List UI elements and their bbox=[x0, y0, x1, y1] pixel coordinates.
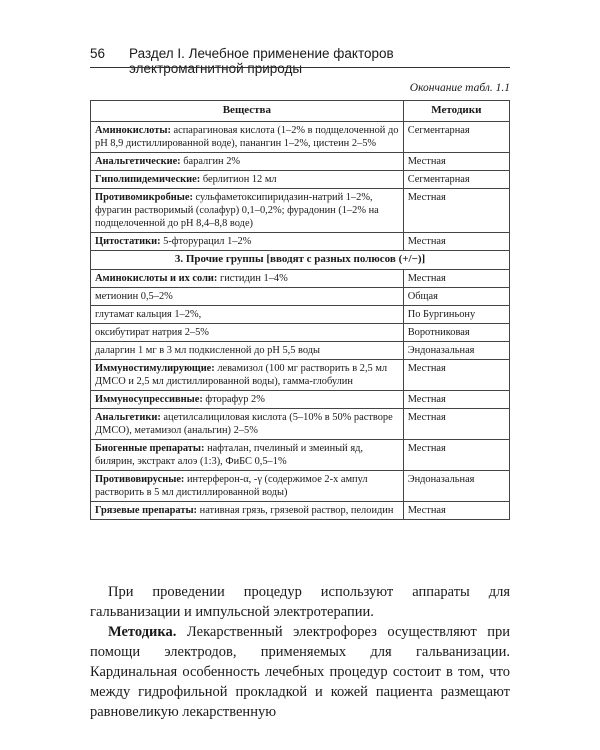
table-row bbox=[91, 341, 510, 359]
substance-text: 5-фторурацил 1–2% bbox=[160, 235, 252, 247]
paragraph-1: При проведении процедур используют аппараты для гальванизации и импульсной электротерапии. bbox=[90, 584, 510, 620]
table-row bbox=[91, 439, 510, 470]
substance-group-label: Иммуностимулирующие: bbox=[95, 362, 215, 374]
method-cell: Местная bbox=[403, 269, 509, 287]
method-cell: Местная bbox=[403, 188, 509, 232]
substance-text: фторафур 2% bbox=[202, 393, 265, 405]
paragraph-2-label: Методика. bbox=[108, 624, 177, 640]
method-cell: Местная bbox=[403, 390, 509, 408]
substances-table bbox=[90, 100, 510, 520]
substance-text: гистидин 1–4% bbox=[217, 272, 288, 284]
substance-cell bbox=[91, 188, 404, 232]
table-row bbox=[91, 188, 510, 232]
substance-text: интерферон-α, -γ (содержимое 2-х ампул растворить в 5 мл дистиллированной воды) bbox=[95, 473, 368, 498]
substance-text: даларгин 1 мг в 3 мл подкисленной до рН 5,5 воды bbox=[95, 344, 321, 356]
substance-text: метионин 0,5–2% bbox=[95, 290, 173, 302]
substance-text: нафталан, пчелиный и змеиный яд, билярин, экстракт алоэ (1:3), ФиБС 0,5–1% bbox=[95, 442, 363, 467]
substance-text: баралгин 2% bbox=[180, 155, 241, 167]
table-row bbox=[91, 323, 510, 341]
substance-text: ацетилсалициловая кислота (5–10% в 50% растворе ДМСО), метамизол (анальгин) 2–5% bbox=[95, 411, 393, 436]
section-row bbox=[91, 250, 510, 269]
method-cell: Общая bbox=[403, 287, 509, 305]
substance-cell bbox=[91, 390, 404, 408]
section-title: 3. Прочие группы [вводят с разных полюсов (+/−)] bbox=[91, 250, 510, 269]
table-row bbox=[91, 305, 510, 323]
substance-group-label: Противомикробные: bbox=[95, 191, 193, 203]
substance-cell bbox=[91, 269, 404, 287]
paragraph-2-text: Лекарственный электрофорез осуществляют при помощи электродов, применяемых для гальванизации. Кардинальная особенность лечебных процедур состоит в том, что между гидрофильной прокладкой и кожей пациента размещают равновеликую лекарственную bbox=[90, 624, 510, 720]
method-cell: По Бургиньону bbox=[403, 305, 509, 323]
table-row bbox=[91, 408, 510, 439]
table-row bbox=[91, 170, 510, 188]
substance-cell bbox=[91, 305, 404, 323]
method-cell: Сегментарная bbox=[403, 121, 509, 152]
header-methods: Методики bbox=[403, 101, 509, 122]
substance-text: левамизол (100 мг растворить в 2,5 мл ДМСО и 2,5 мл дистиллированной воды), гамма-глобулин bbox=[95, 362, 388, 387]
substance-group-label: Грязевые препараты: bbox=[95, 504, 198, 516]
substance-cell bbox=[91, 287, 404, 305]
method-cell: Местная bbox=[403, 359, 509, 390]
page-number: 56 bbox=[90, 46, 106, 61]
method-cell: Местная bbox=[403, 408, 509, 439]
method-cell: Воротниковая bbox=[403, 323, 509, 341]
substance-cell bbox=[91, 341, 404, 359]
method-cell: Местная bbox=[403, 501, 509, 519]
method-cell: Эндоназальная bbox=[403, 341, 509, 359]
substance-group-label: Аминокислоты и их соли: bbox=[95, 272, 218, 284]
substance-text: нативная грязь, грязевой раствор, пелоидин bbox=[197, 504, 394, 516]
substance-group-label: Анальгетики: bbox=[95, 411, 161, 423]
header-rule bbox=[90, 67, 510, 68]
substance-text: оксибутират натрия 2–5% bbox=[95, 326, 209, 338]
substance-cell bbox=[91, 152, 404, 170]
method-cell: Местная bbox=[403, 439, 509, 470]
substance-text: берлитион 12 мл bbox=[200, 173, 277, 185]
substance-cell bbox=[91, 501, 404, 519]
substance-group-label: Цитостатики: bbox=[95, 235, 161, 247]
table-row bbox=[91, 269, 510, 287]
substance-text: сульфаметоксипиридазин-натрий 1–2%, фурагин растворимый (солафур) 0,1–0,2%; фурадонин (1–2% на подщелоченной до рН 8,4–8,8 воде) bbox=[95, 191, 379, 229]
substance-cell bbox=[91, 323, 404, 341]
substance-cell bbox=[91, 121, 404, 152]
method-cell: Эндоназальная bbox=[403, 470, 509, 501]
table-body-part2 bbox=[91, 269, 510, 519]
method-cell: Местная bbox=[403, 232, 509, 250]
substance-cell bbox=[91, 232, 404, 250]
substance-group-label: Иммуносупрессивные: bbox=[95, 393, 203, 405]
table-row bbox=[91, 390, 510, 408]
method-cell: Местная bbox=[403, 152, 509, 170]
table-section bbox=[91, 250, 510, 269]
table-row bbox=[91, 232, 510, 250]
method-cell: Сегментарная bbox=[403, 170, 509, 188]
table-row bbox=[91, 501, 510, 519]
substance-cell bbox=[91, 408, 404, 439]
substance-text: глутамат кальция 1–2%, bbox=[95, 308, 202, 320]
table-caption: Окончание табл. 1.1 bbox=[409, 82, 510, 94]
header-substances: Вещества bbox=[91, 101, 404, 122]
table-row bbox=[91, 470, 510, 501]
substance-group-label: Аминокислоты: bbox=[95, 124, 171, 136]
body-text bbox=[90, 582, 510, 722]
table-header-row bbox=[91, 101, 510, 122]
substance-group-label: Гиполипидемические: bbox=[95, 173, 201, 185]
substance-cell bbox=[91, 170, 404, 188]
paragraph-2 bbox=[90, 622, 510, 722]
table-row bbox=[91, 152, 510, 170]
running-title: Раздел I. Лечебное применение факторов электромагнитной природы bbox=[129, 46, 394, 76]
substance-group-label: Анальгетические: bbox=[95, 155, 181, 167]
table-body-part1 bbox=[91, 121, 510, 250]
substance-group-label: Биогенные препараты: bbox=[95, 442, 205, 454]
table-row bbox=[91, 359, 510, 390]
substance-cell bbox=[91, 439, 404, 470]
substance-text: аспарагиновая кислота (1–2% в подщелоченной до рН 8,9 дистиллированной воде), панангин 1–2%, цистеин 2–5% bbox=[95, 124, 399, 149]
substance-cell bbox=[91, 470, 404, 501]
table-row bbox=[91, 121, 510, 152]
substance-group-label: Противовирусные: bbox=[95, 473, 185, 485]
substance-cell bbox=[91, 359, 404, 390]
table-row bbox=[91, 287, 510, 305]
page-header bbox=[90, 46, 510, 76]
